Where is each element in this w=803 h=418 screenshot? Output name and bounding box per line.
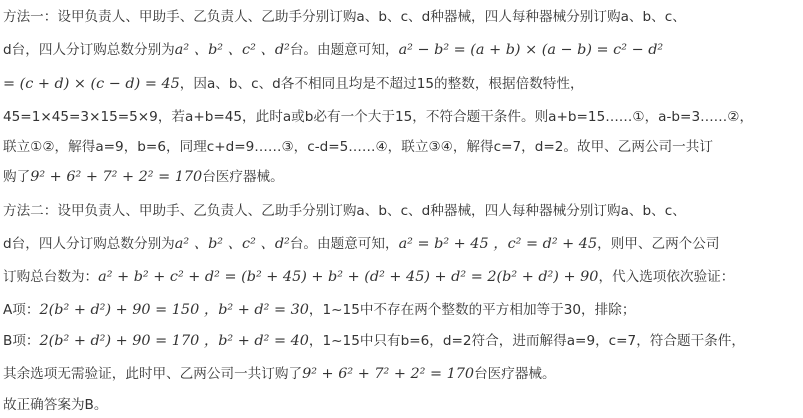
math-expression: a² + b² + c² + d² = (b² + 45) + b² + (d² + 45) + d² = 2(b² + d²) + 90 bbox=[98, 269, 599, 285]
text-segment: B项： bbox=[3, 333, 40, 349]
text-segment: d台，四人分订购总数分别为 bbox=[3, 42, 175, 58]
text-segment: 其余选项无需验证，此时甲、乙两公司一共订购了 bbox=[3, 366, 303, 382]
method-one-solve-line bbox=[3, 136, 799, 160]
math-expression: a² = b² + 45 ，c² = d² + 45 bbox=[398, 236, 598, 252]
text-segment: 联立①②，解得a=9，b=6，同理c+d=9……③，c-d=5……④，联立③④，解得c=7，d=2。故甲、乙两公司一共订 bbox=[3, 139, 713, 155]
math-expression: 9² + 6² + 7² + 2² = 170 bbox=[30, 169, 203, 185]
final-answer-line bbox=[3, 394, 799, 418]
method-two-total-line bbox=[3, 266, 799, 290]
math-expression: a² − b² = (a + b) × (a − b) = c² − d² bbox=[398, 42, 664, 58]
math-expression: 9² + 6² + 7² + 2² = 170 bbox=[302, 366, 475, 382]
text-segment: 方法一：设甲负责人、甲助手、乙负责人、乙助手分别订购a、b、c、d种器械，四人每种器械分别订购a、b、c、 bbox=[3, 9, 686, 25]
text-segment: ，则甲、乙两个公司 bbox=[597, 236, 720, 252]
text-segment: d台，四人分订购总数分别为 bbox=[3, 236, 175, 252]
option-b-check-line bbox=[3, 330, 799, 354]
option-a-check-line bbox=[3, 299, 799, 323]
text-segment: 台医疗器械。 bbox=[474, 366, 556, 382]
method-one-setup-line bbox=[3, 39, 799, 63]
text-segment: A项： bbox=[3, 302, 40, 318]
text-segment: 订购总台数为： bbox=[3, 269, 99, 285]
math-expression: = (c + d) × (c − d) = 45 bbox=[3, 76, 180, 92]
text-segment: 台。由题意可知， bbox=[289, 236, 399, 252]
method-one-result-line bbox=[3, 166, 799, 190]
method-one-intro-line bbox=[3, 6, 799, 30]
text-segment: 台。由题意可知， bbox=[289, 42, 399, 58]
math-expression: a² 、b² 、c² 、d² bbox=[174, 42, 290, 58]
math-expression: a² 、b² 、c² 、d² bbox=[174, 236, 290, 252]
text-segment: 45=1×45=3×15=5×9，若a+b=45，此时a或b必有一个大于15，不符合题干条件。则a+b=15……①，a-b=3……②， bbox=[3, 109, 754, 125]
text-segment: 方法二：设甲负责人、甲助手、乙负责人、乙助手分别订购a、b、c、d种器械，四人每种器械分别订购a、b、c、 bbox=[3, 203, 686, 219]
text-segment: 故正确答案为B。 bbox=[3, 397, 108, 413]
method-two-setup-line bbox=[3, 233, 799, 257]
math-expression: 2(b² + d²) + 90 = 170 ，b² + d² = 40 bbox=[39, 333, 309, 349]
method-two-intro-line bbox=[3, 200, 799, 224]
text-segment: ，代入选项依次验证： bbox=[598, 269, 735, 285]
method-two-result-line bbox=[3, 363, 799, 387]
text-segment: ，1~15中不存在两个整数的平方相加等于30，排除； bbox=[308, 302, 636, 318]
text-segment: 购了 bbox=[3, 169, 31, 185]
text-segment: 台医疗器械。 bbox=[202, 169, 284, 185]
method-one-factor-line bbox=[3, 106, 799, 130]
text-segment: ，1~15中只有b=6，d=2符合，进而解得a=9，c=7，符合题干条件， bbox=[308, 333, 745, 349]
text-segment: ，因a、b、c、d各不相同且均是不超过15的整数，根据倍数特性， bbox=[179, 76, 584, 92]
math-expression: 2(b² + d²) + 90 = 150 ，b² + d² = 30 bbox=[39, 302, 309, 318]
method-one-equation-line bbox=[3, 73, 799, 97]
